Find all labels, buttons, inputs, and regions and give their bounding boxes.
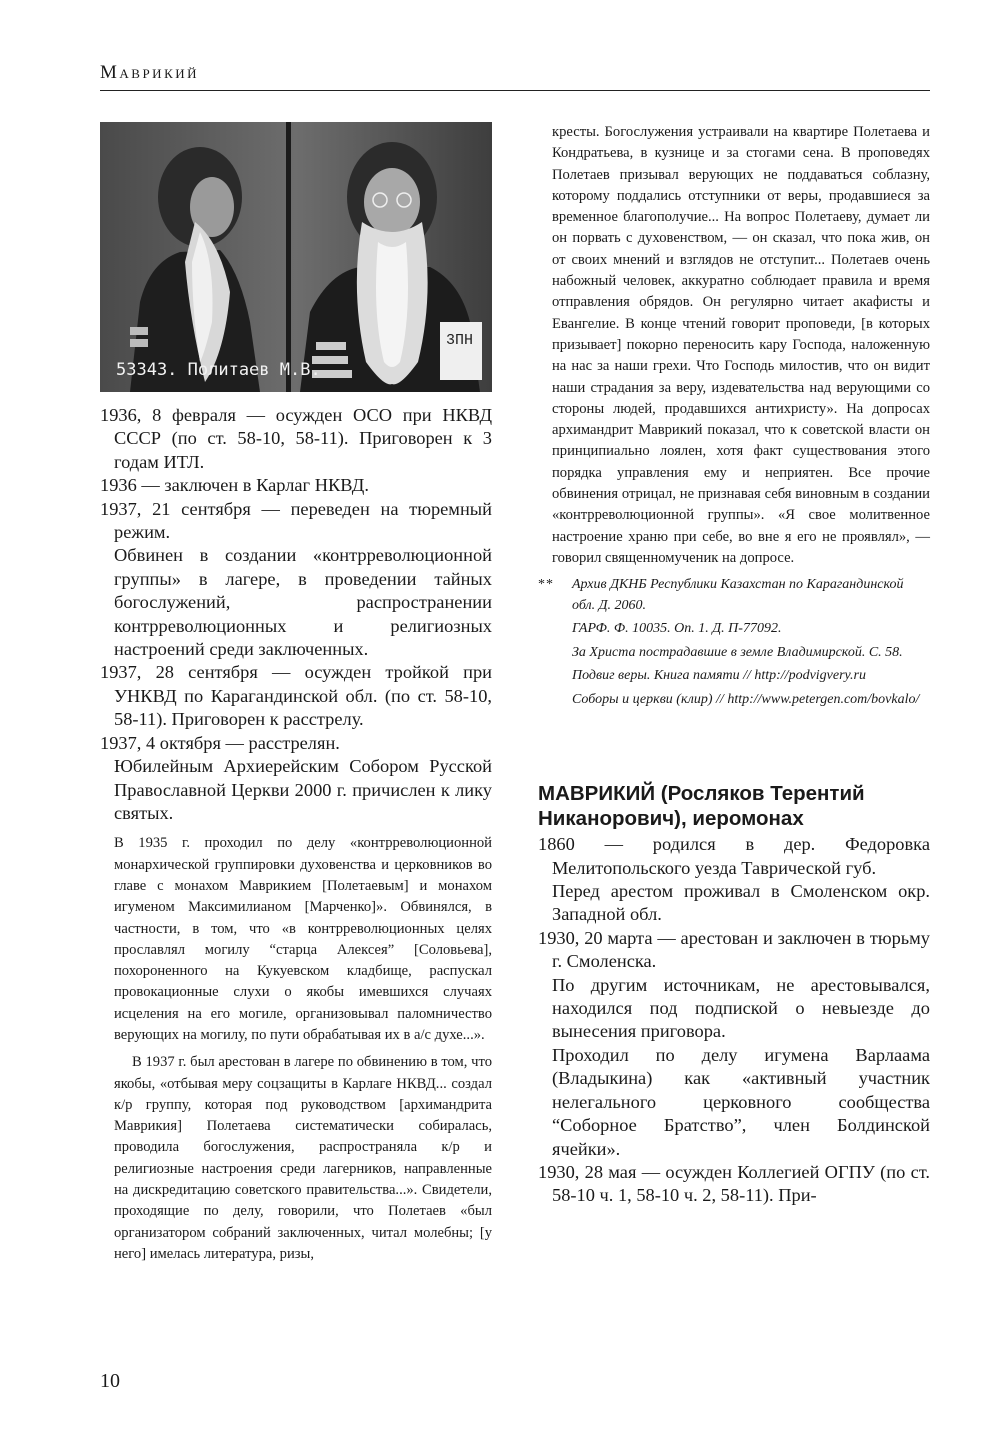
running-head: Маврикий: [100, 62, 930, 91]
chronology-entry: 1937, 28 сентября — осужден тройкой при УНКВД по Карагандинской обл. (по ст. 58-10, 58-11). Приговорен к расстрелу.: [100, 662, 492, 730]
mugshot-caption: 53343. Политаев М.В.: [116, 360, 321, 380]
chronology-note: Юбилейным Архиерейским Собором Русской Православной Церкви 2000 г. причислен к лику святых.: [114, 756, 492, 823]
chronology-entry: 1937, 4 октября — расстрелян.: [100, 732, 340, 753]
chronology-note: Перед арестом проживал в Смоленском окр. Западной обл.: [552, 881, 930, 925]
biography-paragraph-continued: кресты. Богослужения устраивали на квартире Полетаева и Кондратьева, в кузнице и за стогами сена. В проповедях Полетаев призывал верующих не поддаваться соблазну, которому поддались отступники от веры, продавшиеся за временное благополучие... На вопрос Полетаеву, думает ли он порвать с духовенством, — он сказал, что пока жив, он от своих мнений и взглядов не отступит... Полетаев очень набожный человек, аккуратно соблюдает правила и время отправления обрядов. Он регулярно читает акафисты и Евангелие. В конце чтений говорит проповеди, [в которых призывает] покорно переносить кару Господа, наложенную на нас за наши грехи. Что Господь милостив, что он видит наши страдания за веру, издевательства над верующими со стороны людей, продавшихся антихристу». На допросах архимандрит Маврикий показал, что к советской власти он принципиально лоялен, хотя факт существования этого порядка управления ему и неприятен. Все прочие обвинения отрицал, не признавая себя виновным в создании «контрреволюционной группы». «Я свое молитвенное настроение храню при себе, во вне я его не проявлял», — говорил священномученик на допросе.: [552, 124, 930, 566]
source-item: За Христа пострадавшие в земле Владимирской. С. 58.: [572, 644, 903, 660]
chronology-note: По другим источникам, не арестовывался, находился под подпиской о невыезде до вынесения приговора.: [552, 974, 930, 1042]
entry-heading: МАВРИКИЙ (Росляков Терентий Никанорович), иеромонах: [538, 782, 865, 831]
mugshot-tag: 3ПН: [446, 332, 474, 349]
chronology-note: Обвинен в создании «контрреволюционной группы» в лагере, в проведении тайных богослужений, распространении контрреволюционных и религиозных настроений среди заключенных.: [114, 545, 492, 660]
source-item: ГАРФ. Ф. 10035. Оп. 1. Д. П-77092.: [572, 621, 782, 637]
biography-paragraph: В 1937 г. был арестован в лагере по обвинению в том, что якобы, «отбывая меру соцзащиты в Карлаге НКВД... создал к/р группу, которая под руководством [архимандрита Маврикия] Полетаева систематически собиралась, проводила богослужения, распространяла к/р и религиозные настроения среди лагерников, направленные на дискредитацию советского правительства...». Свидетели, проходящие по делу, говорили, что Полетаев «был организатором собраний заключенных, читал молебны; [у него] имелась литература, ризы,: [114, 1054, 492, 1262]
chronology-entry: 1936 — заключен в Карлаг НКВД.: [100, 475, 369, 496]
sources-block: [538, 575, 930, 713]
left-column: [100, 122, 492, 1265]
source-item: Подвиг веры. Книга памяти // http://podvigvery.ru: [572, 668, 866, 684]
source-item: Архив ДКНБ Республики Казахстан по Карагандинской обл. Д. 2060.: [572, 577, 904, 613]
chronology-entry: 1930, 20 марта — арестован и заключен в тюрьму г. Смоленска.: [538, 927, 930, 972]
chronology-note: Проходил по делу игумена Варлаама (Владыкина) как «активный участник нелегального церковного сообщества “Соборное Братство”, член Болдинской ячейки».: [552, 1044, 930, 1159]
chronology-list: [538, 833, 930, 1208]
mugshot-illustration: [100, 122, 492, 392]
chronology-entry: 1937, 21 сентября — переведен на тюремный режим.: [100, 498, 492, 543]
right-column: [538, 122, 930, 1208]
chronology-list: [100, 404, 492, 825]
prisoner-mugshot-photo: [100, 122, 492, 392]
biography-paragraph: В 1935 г. проходил по делу «контрреволюционной монархической группировки духовенства и церковников во главе с монахом Маврикием [Полетаевым] и монахом игуменом Максимилианом [Марченко]». Обвинялся, в частности, в том, что «в контрреволюционных целях прославлял могилу “старца Алексея” [Соловьева], похороненного на Кукуевском кладбище, распускал провокационные слухи о якобы имевшихся случаях исцеления на его могиле, организовывал паломничество верующих на могилу, по пути обрабатывая их в а/с духе...».: [114, 835, 492, 1043]
source-item: Соборы и церкви (клир) // http://www.petergen.com/bovkalo/: [572, 691, 920, 707]
chronology-entry: 1930, 28 мая — осужден Коллегией ОГПУ (по ст. 58-10 ч. 1, 58-10 ч. 2, 58-11). При-: [538, 1161, 930, 1206]
footnote-marker: **: [538, 577, 554, 593]
chronology-entry: 1860 — родился в дер. Федоровка Мелитопольского уезда Таврической губ.: [538, 834, 930, 878]
page-number: 10: [100, 1370, 120, 1392]
chronology-entry: 1936, 8 февраля — осужден ОСО при НКВД СССР (по ст. 58-10, 58-11). Приговорен к 3 годам ИТЛ.: [100, 405, 492, 472]
